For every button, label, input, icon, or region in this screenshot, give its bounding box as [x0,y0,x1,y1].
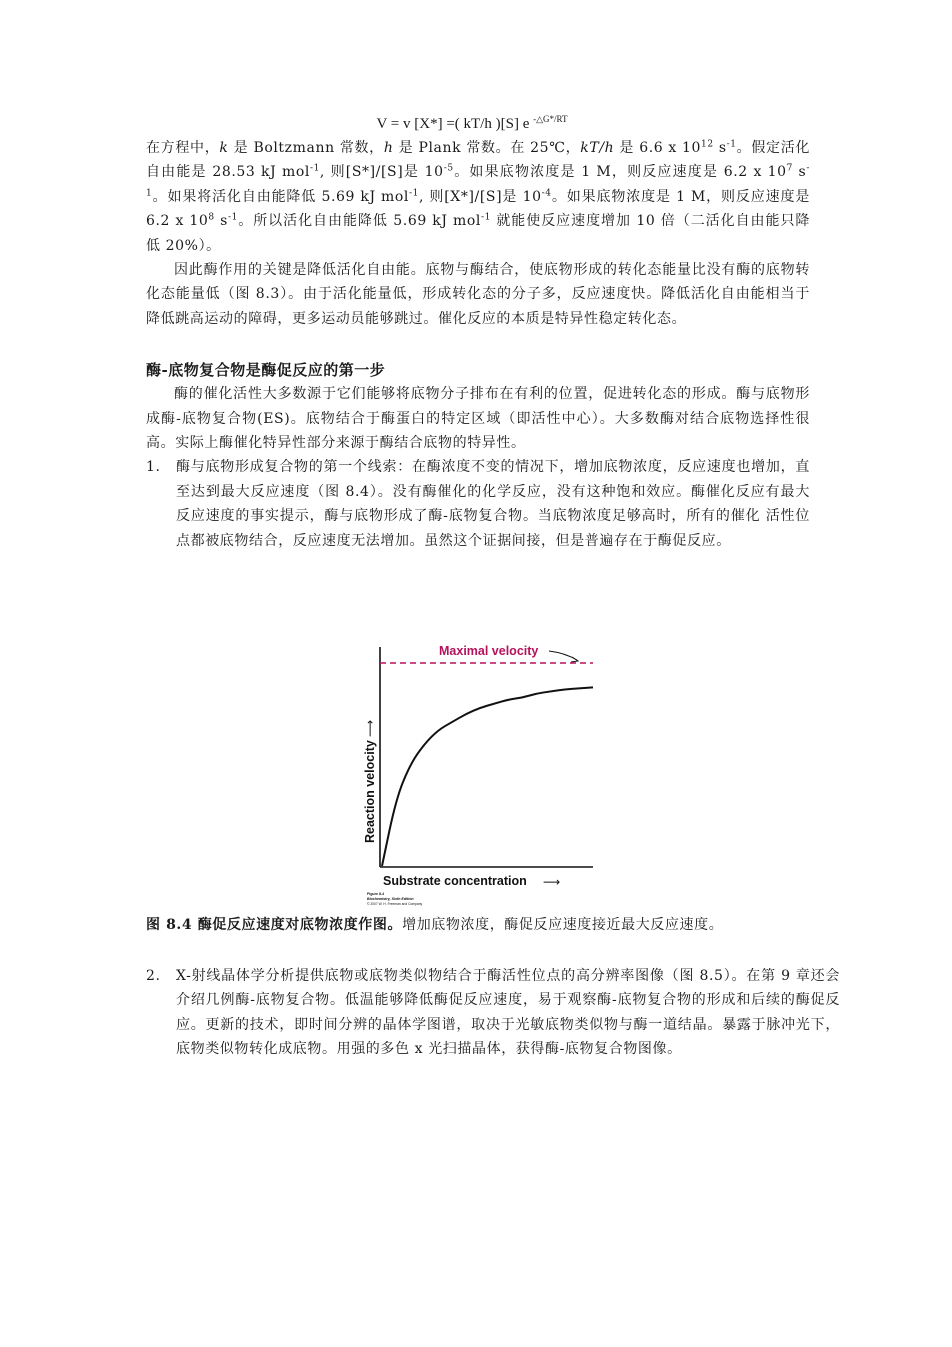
figure-8-4 [353,639,813,909]
caption-title: 图 8.4 酶促反应速度对底物浓度作图。 [146,917,403,933]
x-axis-arrow-icon: ⟶ [543,875,561,889]
p1-h-symbol: h [383,140,394,156]
list-item-text: 酶与底物形成复合物的第一个线索：在酶浓度不变的情况下，增加底物浓度，反应速度也增加，直至达到最大反应速度（图 8.4）。没有酶催化的化学反应，没有这种饱和效应。酶催化反应有最大反应速度的事实提示，酶与底物形成了酶-底物复合物。当底物浓度足够高时，所有的催化 活性位点都被底物结合，反应速度无法增加。虽然这个证据间接，但是普遍存在于酶促反应。 [176,459,810,549]
p1-sup: -5 [443,163,454,174]
paragraph-2: 因此酶作用的关键是降低活化自由能。底物与酶结合，使底物形成的转化态能量比没有酶的底物转化态能量低（图 8.3）。由于活化能量低，形成转化态的分子多，反应速度快。降低活化自由能相当于降低跳高运动的障碍，更多运动员能够跳过。催化反应的本质是特异性稳定转化态。 [146,262,810,327]
figure-caption [146,913,810,937]
p1-text: s [792,164,807,181]
paragraph-1 [146,136,810,258]
paragraph-3: 酶的催化活性大多数源于它们能够将底物分子排布在有利的位置，促进转化态的形成。酶与底物形成酶-底物复合物(ES)。底物结合于酶蛋白的特定区域（即活性中心）。大多数酶对结合底物选择性很高。实际上酶催化特异性部分来源于酶结合底物的特异性。 [146,386,810,452]
list-item-1 [146,455,810,553]
p1-text: 是 6.6 x 10 [614,140,702,156]
p1-text: 。假定活化自由能是 28.53 kJ mol [146,140,810,181]
rate-equation [134,112,810,136]
section-heading: 酶-底物复合物是酶促反应的第一步 [146,361,386,380]
x-axis-label: Substrate concentration [383,874,527,888]
velocity-chart [353,639,613,909]
figure-credit-book: Biochemistry, Sixth Edition [367,897,414,901]
p1-k-symbol: k [219,140,229,156]
list-number: 2. [146,968,161,984]
p1-sup: 12 [701,139,714,150]
list-number: 1. [146,459,161,476]
p1-text: 。如果底物浓度是 1 M，则反应速度是 6.2 x 10 [146,188,810,230]
p1-text: 在方程中， [146,140,220,156]
list-item-text: X-射线晶体学分析提供底物或底物类似物结合于酶活性位点的高分辨率图像（图 8.5）。在第 9 章还会介绍几例酶-底物复合物。低温能够降低酶促反应速度，易于观察酶-底物复合物的形成和后续的酶促反应。更新的技术，即时间分辨的晶体学图谱，取决于光敏底物类似物与酶一道结晶。暴露于脉冲光下，底物类似物转化成底物。用强的多色 x 光扫描晶体，获得酶-底物复合物图像。 [176,968,840,1058]
p1-text: , 则[X*]/[S]是 10 [418,188,542,205]
p1-sup: 7 [786,163,793,174]
p1-text: 。如果将活化自由能降低 5.69 kJ mol [152,188,409,205]
y-axis-arrow-icon: ⟶ [363,719,377,737]
caption-text: 增加底物浓度，酶促反应速度接近最大反应速度。 [402,917,724,933]
p1-sup: -1 [480,212,491,223]
p1-sup: -1 [146,163,810,199]
page-content [146,112,840,1058]
p1-text: 。所以活化自由能降低 5.69 kJ mol [237,213,481,230]
y-axis-label: Reaction velocity [363,740,377,843]
p1-kth-symbol: kT/h [580,140,615,156]
p1-sup: 8 [208,212,215,223]
p1-text: 。如果底物浓度是 1 M，则反应速度是 6.2 x 10 [453,164,787,181]
maximal-velocity-label: Maximal velocity [439,644,539,658]
p1-text: s [214,213,228,230]
p1-text: 是 Plank 常数。在 25℃， [393,140,581,156]
p1-text: 是 Boltzmann 常数， [228,140,384,156]
p1-sup: -1 [309,163,320,174]
p1-text: , 则[S*]/[S]是 10 [319,164,444,181]
p1-sup: -1 [227,212,238,223]
max-label-arrow [549,651,577,660]
figure-credit-number: Figure 8-4 [367,892,385,896]
p1-text: 就能使反应速度增加 10 倍（二活化自由能只降低 20%）。 [146,213,810,254]
figure-credit-copyright: © 2007 W. H. Freeman and Company [367,902,423,906]
equation-exponent: -△G*/RT [533,114,568,124]
p1-sup: -1 [409,188,419,199]
equation-main: V = v [X*] =( kT/h )[S] e [376,116,530,132]
p1-text: s [713,140,727,156]
list-item-2 [146,964,840,1062]
p1-sup: -4 [541,188,552,199]
velocity-curve [382,687,593,866]
p1-sup: -1 [726,139,737,150]
